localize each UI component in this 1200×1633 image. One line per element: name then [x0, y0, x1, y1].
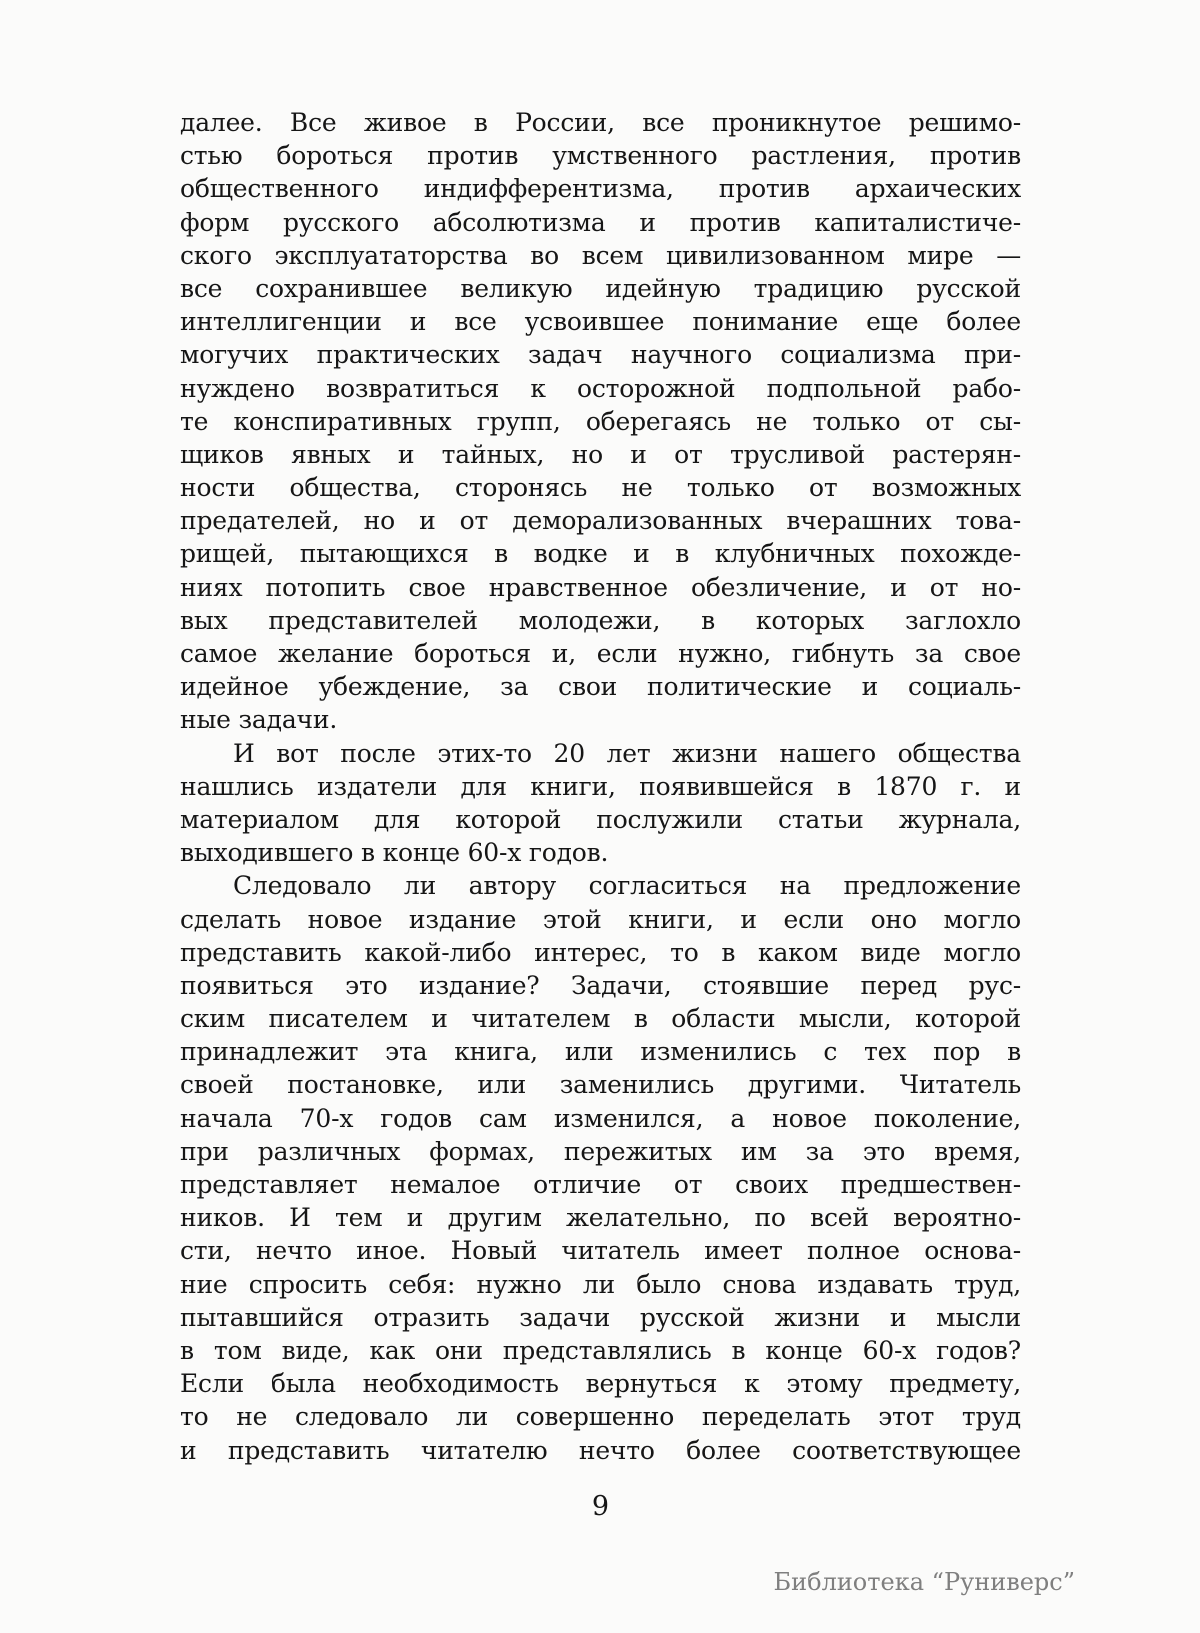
text-line: нашлись издатели для книги, появившейся в 1870 г. и	[180, 771, 1021, 801]
text-line: могучих практических задач научного социализма при-	[180, 340, 1021, 370]
text-line: Если была необходимость вернуться к этому предмету,	[180, 1369, 1021, 1399]
text-line: и представить читателю нечто более соответствующее	[180, 1435, 1021, 1465]
text-line: вых представителей молодежи, в которых заглохло	[180, 605, 1021, 635]
text-line: форм русского абсолютизма и против капиталистиче-	[180, 207, 1021, 237]
text-line: представить какой-либо интерес, то в каком виде могло	[180, 937, 1021, 967]
text-line: те конспиративных групп, оберегаясь не только от сы-	[180, 406, 1021, 436]
text-line: ные задачи.	[180, 705, 338, 735]
text-line: ников. И тем и другим желательно, по всей вероятно-	[180, 1203, 1021, 1233]
text-line: И вот после этих-то 20 лет жизни нашего общества	[233, 738, 1021, 768]
text-line: пытавшийся отразить задачи русской жизни и мысли	[180, 1302, 1021, 1332]
text-line: сделать новое издание этой книги, и если оно могло	[180, 904, 1021, 934]
text-line: интеллигенции и все усвоившее понимание еще более	[180, 307, 1021, 337]
text-line: ние спросить себя: нужно ли было снова издавать труд,	[180, 1269, 1021, 1299]
page-number: 9	[591, 1491, 610, 1522]
text-line: появиться это издание? Задачи, стоявшие перед рус-	[180, 970, 1021, 1000]
text-line: материалом для которой послужили статьи журнала,	[180, 804, 1021, 834]
text-line: ским писателем и читателем в области мысли, которой	[180, 1004, 1021, 1034]
text-line: все сохранившее великую идейную традицию русской	[180, 273, 1021, 303]
text-line: общественного индифферентизма, против архаических	[180, 174, 1021, 204]
text-line: идейное убеждение, за свои политические и социаль-	[180, 672, 1021, 702]
text-line: Следовало ли автору согласиться на предложение	[233, 871, 1021, 901]
text-line: рищей, пытающихся в водке и в клубничных похожде-	[180, 539, 1021, 569]
text-line: при различных формах, пережитых им за это время,	[180, 1136, 1021, 1166]
text-line: выходившего в конце 60-х годов.	[180, 838, 609, 868]
text-line: ниях потопить свое нравственное обезличение, и от но-	[180, 572, 1021, 602]
text-line: сти, нечто иное. Новый читатель имеет полное основа-	[180, 1236, 1021, 1266]
text-line: далее. Все живое в России, все проникнутое решимо-	[180, 108, 1021, 137]
text-line: представляет немалое отличие от своих предшествен-	[180, 1170, 1021, 1199]
text-line: ского эксплуататорства во всем цивилизованном мире —	[180, 240, 1021, 270]
library-watermark: Библиотека “Руниверс”	[773, 1568, 1075, 1596]
text-line: ности общества, сторонясь не только от возможных	[180, 473, 1021, 503]
text-line: самое желание бороться и, если нужно, гибнуть за свое	[180, 639, 1021, 668]
text-line: стью бороться против умственного растления, против	[180, 141, 1021, 171]
text-line: щиков явных и тайных, но и от трусливой растерян-	[180, 439, 1021, 469]
text-line: своей постановке, или заменились другими. Читатель	[180, 1070, 1021, 1100]
text-line: начала 70-х годов сам изменился, а новое поколение,	[180, 1103, 1021, 1133]
text-line: то не следовало ли совершенно переделать этот труд	[180, 1402, 1021, 1432]
text-line: принадлежит эта книга, или изменились с тех пор в	[180, 1037, 1021, 1067]
text-line: нуждено возвратиться к осторожной подпольной рабо-	[180, 373, 1021, 403]
page-text	[180, 106, 1021, 1467]
text-line: в том виде, как они представлялись в конце 60-х годов?	[180, 1335, 1021, 1365]
text-line: предателей, но и от деморализованных вчерашних това-	[180, 506, 1021, 536]
